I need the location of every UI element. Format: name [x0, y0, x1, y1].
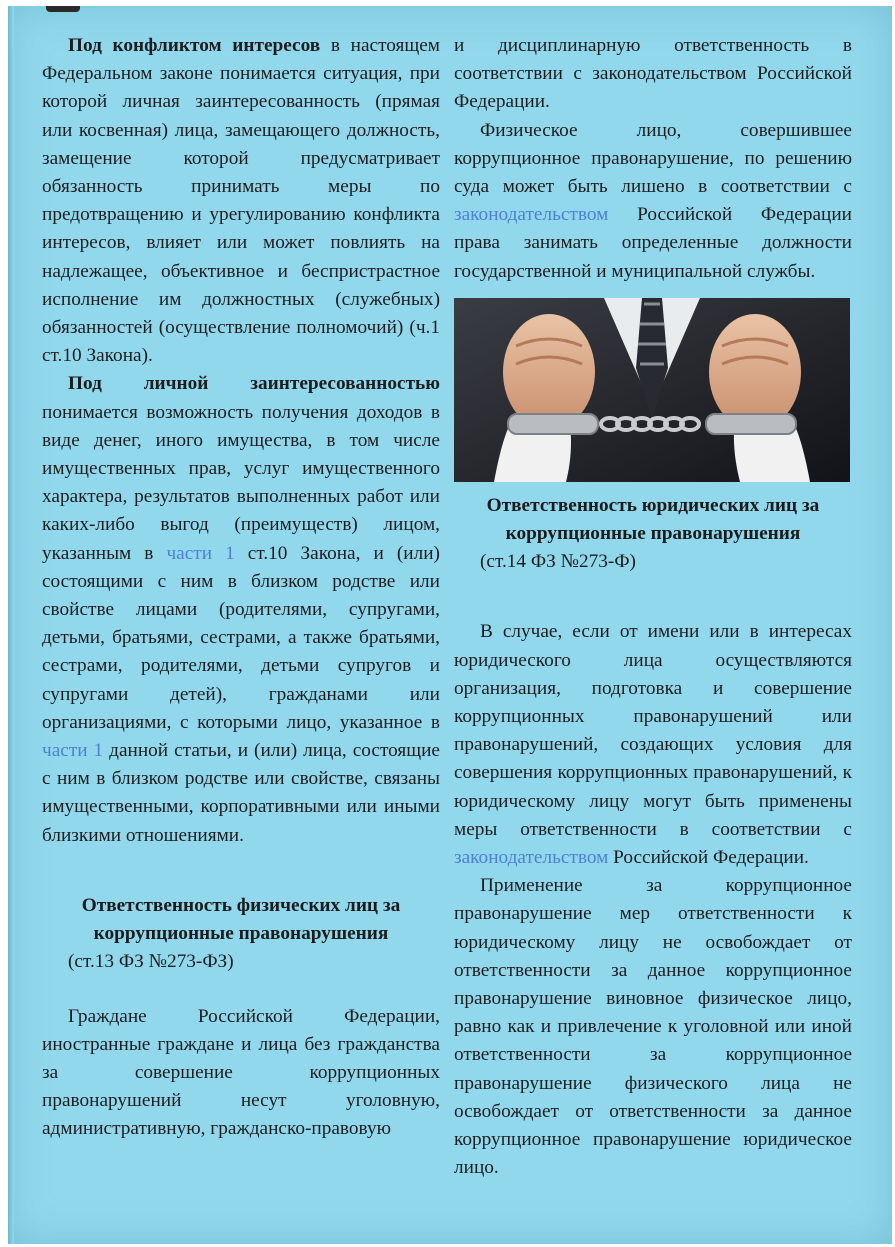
- disciplinary-continuation: и дисциплинарную ответственность в соответствии с законодательством Российской Федерации.: [454, 35, 852, 113]
- interest-text-part-c: данной статьи, и (или) лица, состоящие с ним в близком родстве или свойстве, связаны имущественными, корпоративными или иными близкими отношениями.: [42, 740, 440, 846]
- leaflet-page: [8, 6, 892, 1244]
- interest-text-part-a: понимается возможность получения доходов в виде денег, иного имущества, в том числе имущественных прав, услуг имущественного характера, результатов выполненных работ или каких-либо выгод (преимуществ) лицом, указанным в: [42, 401, 440, 564]
- left-column: [42, 32, 440, 1144]
- conflict-definition-paragraph: [42, 32, 440, 370]
- legal-entity-text-a: В случае, если от имени или в интересах юридического лица осуществляются организация, подготовка и совершение коррупционных правонарушений или правонарушений, создающих условия для совершения коррупционных правонарушений, к юридическому лицу могут быть применены меры ответственности в соответствии с: [454, 621, 852, 840]
- individuals-liability-heading: Ответственность физических лиц за коррупционные правонарушения: [81, 894, 401, 945]
- interest-term: Под личной заинтересованностью: [68, 373, 440, 395]
- deprivation-text-b: Российской Федерации права занимать определенные должности государственной и муниципальной службы.: [454, 204, 852, 282]
- spacer: [454, 576, 852, 618]
- conflict-term: Под конфликтом интересов: [68, 35, 321, 56]
- staple-mark: [46, 6, 80, 12]
- deprivation-text-a: Физическое лицо, совершившее коррупционное правонарушение, по решению суда может быть лишено в соответствии с: [454, 119, 852, 198]
- conflict-definition-text: в настоящем Федеральном законе понимается ситуация, при которой личная заинтересованность (прямая или косвенная) лица, замещающего должность, замещение которой предусматривает обязанность принимать меры по предотвращению и урегулированию конфликта интересов, влияет или может повлиять на надлежащее, объективное и беспристрастное исполнение им должностных (служебных) обязанностей (осуществление полномочий) (ч.1 ст.10 Закона).: [42, 35, 440, 367]
- legislation-link-2[interactable]: законодательством: [454, 847, 609, 869]
- interest-text-part-b: ст.10 Закона, и (или) состоящими с ним в близком родстве или свойстве лицами (родителями, супругами, детьми, братьями, сестрами, а также братьями, сестрами, родителями, детьми супругов и супругами детей), гражданами или организациями, с которыми лицо, указанное в: [42, 542, 440, 733]
- page-edge-shadow: [8, 6, 14, 1244]
- individuals-liability-paragraph: Граждане Российской Федерации, иностранные граждане и лица без гражданства за совершение коррупционных правонарушений несут уголовную, административную, гражданско-правовую: [42, 1005, 440, 1140]
- legislation-link-1[interactable]: законодательством: [454, 204, 609, 226]
- part-1-link-a[interactable]: части 1: [166, 542, 235, 564]
- handcuffs-illustration: [454, 298, 850, 482]
- handcuffed-hands-photo: [454, 298, 850, 482]
- deprivation-paragraph: [454, 117, 852, 286]
- part-1-link-b[interactable]: части 1: [42, 740, 104, 762]
- legal-entities-liability-ref: (ст.14 ФЗ №273-Ф): [480, 551, 636, 573]
- spacer: [42, 850, 440, 892]
- individuals-liability-ref: (ст.13 ФЗ №273-ФЗ): [68, 951, 234, 973]
- spacer: [42, 977, 440, 1003]
- right-column: [454, 32, 852, 1183]
- legal-entities-liability-heading: Ответственность юридических лиц за коррупционные правонарушения: [486, 494, 820, 545]
- non-exemption-paragraph: Применение за коррупционное правонарушение мер ответственности к юридическому лицу не освобождает от ответственности за данное коррупционное правонарушение виновное физическое лицо, равно как и привлечение к уголовной или иной ответственности за коррупционное правонарушение физического лица не освобождает от ответственности за данное коррупционное правонарушение юридическое лицо.: [454, 875, 852, 1179]
- legal-entity-text-b: Российской Федерации.: [608, 847, 809, 869]
- legal-entity-measures-paragraph: [454, 618, 852, 872]
- interest-definition-paragraph: [42, 370, 440, 849]
